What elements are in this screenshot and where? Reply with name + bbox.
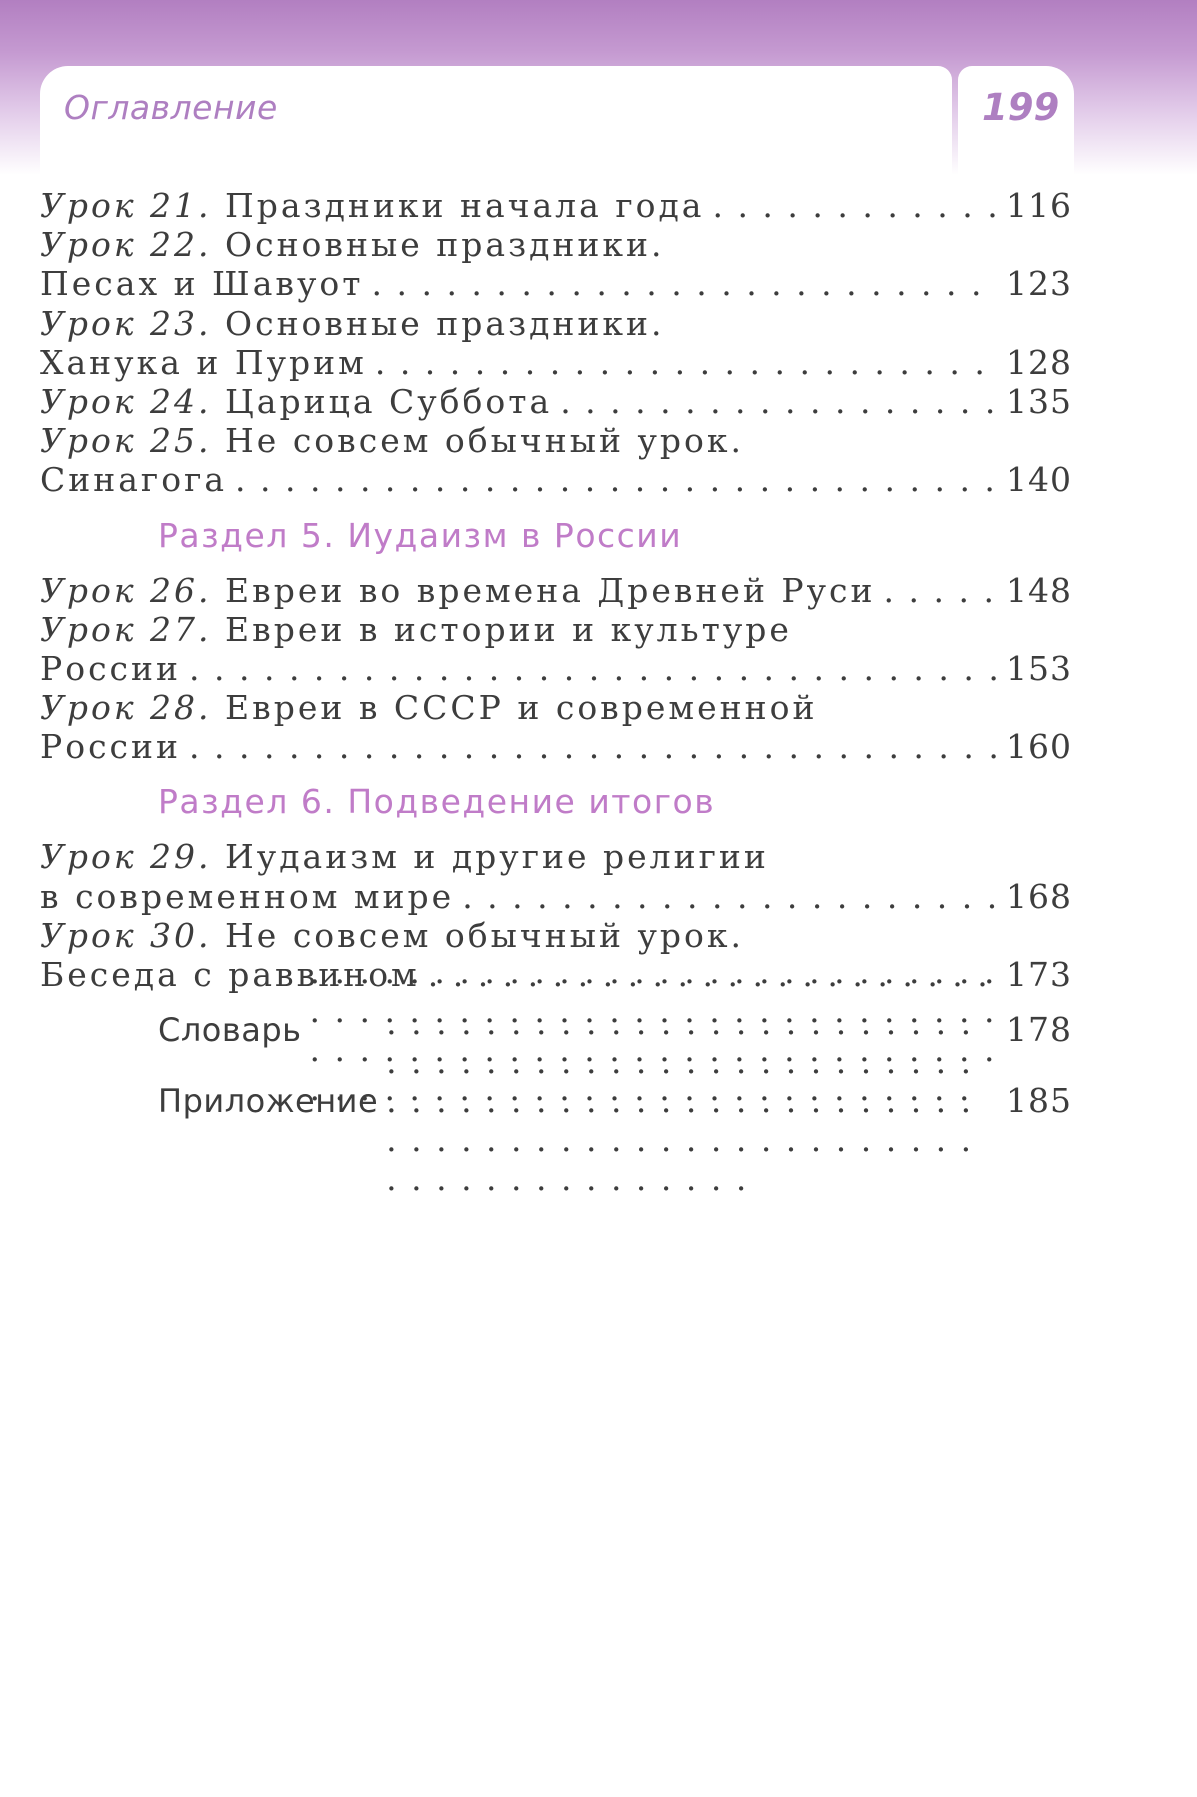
leader-dots (189, 727, 998, 766)
toc-entry-29[interactable] (40, 837, 1072, 876)
lesson-title-cont: Песах и Шавуот (40, 264, 364, 304)
toc-entry-23-cont[interactable] (40, 343, 1072, 382)
lesson-title-cont: России (40, 727, 182, 767)
glossary-label: Словарь (158, 1010, 302, 1049)
leader-dots (235, 460, 998, 499)
lesson-number: Урок 29. (40, 837, 212, 877)
toc-entry-27-cont[interactable] (40, 649, 1072, 688)
lesson-title-cont: Ханука и Пурим (40, 342, 367, 382)
page-number: 199 (982, 86, 1060, 129)
page-ref: 168 (1006, 876, 1072, 916)
lesson-title-cont: России (40, 648, 182, 688)
toc-entry-24[interactable] (40, 382, 1072, 421)
lesson-title-cont: в современном мире (40, 876, 455, 916)
lesson-number: Урок 25. (40, 421, 212, 461)
toc-entry-25-cont[interactable] (40, 460, 1072, 499)
page-ref: 185 (1006, 1081, 1072, 1121)
lesson-title: Не совсем обычный урок. (225, 421, 745, 461)
page-title: Оглавление (64, 88, 278, 127)
lesson-number: Урок 27. (40, 609, 212, 649)
lesson-title-cont: Синагога (40, 460, 228, 500)
page-ref: 153 (1006, 648, 1072, 688)
section-heading-6: Раздел 6. Подведение итогов (158, 782, 716, 822)
page-ref: 160 (1006, 727, 1072, 767)
lesson-number: Урок 24. (40, 381, 212, 421)
lesson-title: Основные праздники. (225, 225, 665, 265)
appendix-label: Приложение (158, 1081, 379, 1120)
lesson-title: Евреи в истории и культуре (225, 609, 792, 649)
section-heading-5: Раздел 5. Иудаизм в России (158, 515, 683, 555)
leader-dots (884, 571, 998, 610)
leader-dots (712, 186, 998, 225)
leader-dots (386, 1003, 998, 1198)
toc-entry-28[interactable] (40, 688, 1072, 727)
lesson-title: Праздники начала года (225, 186, 705, 225)
page-ref: 123 (1006, 264, 1072, 304)
page-ref: 128 (1006, 342, 1072, 382)
toc-entry-22[interactable] (40, 225, 1072, 264)
page-ref: 178 (1006, 1010, 1072, 1050)
toc-entry-30[interactable] (40, 916, 1072, 955)
lesson-number: Урок 26. (40, 570, 212, 610)
lesson-number: Урок 28. (40, 688, 212, 728)
toc-entry-25[interactable] (40, 421, 1072, 460)
toc-entry-21[interactable] (40, 186, 1072, 225)
lesson-title: Царица Суббота (225, 381, 553, 421)
lesson-title: Основные праздники. (225, 303, 665, 343)
lesson-number: Урок 22. (40, 225, 212, 265)
lesson-title: Иудаизм и другие религии (225, 837, 769, 877)
lesson-number: Урок 23. (40, 303, 212, 343)
toc-entry-29-cont[interactable] (40, 877, 1072, 916)
leader-dots (560, 382, 998, 421)
toc-entry-27[interactable] (40, 610, 1072, 649)
lesson-title: Евреи в СССР и современной (225, 688, 818, 728)
lesson-number: Урок 30. (40, 915, 212, 955)
lesson-number: Урок 21. (40, 186, 212, 225)
leader-dots (189, 649, 998, 688)
toc-entry-23[interactable] (40, 304, 1072, 343)
toc-entry-26[interactable] (40, 571, 1072, 610)
page-ref: 148 (1006, 570, 1072, 610)
page-ref: 140 (1006, 460, 1072, 500)
page-ref: 173 (1006, 955, 1072, 994)
toc-entry-appendix[interactable] (40, 1065, 1072, 1136)
lesson-title-cont: Беседа с раввином (40, 955, 420, 994)
lesson-title: Евреи во времена Древней Руси (225, 570, 876, 610)
table-of-contents (40, 186, 1072, 1136)
page-ref: 116 (1006, 186, 1072, 225)
leader-dots (372, 264, 999, 303)
leader-dots (375, 343, 998, 382)
page-ref: 135 (1006, 381, 1072, 421)
toc-entry-28-cont[interactable] (40, 727, 1072, 766)
lesson-title: Не совсем обычный урок. (225, 915, 745, 955)
leader-dots (462, 877, 998, 916)
toc-entry-22-cont[interactable] (40, 264, 1072, 303)
